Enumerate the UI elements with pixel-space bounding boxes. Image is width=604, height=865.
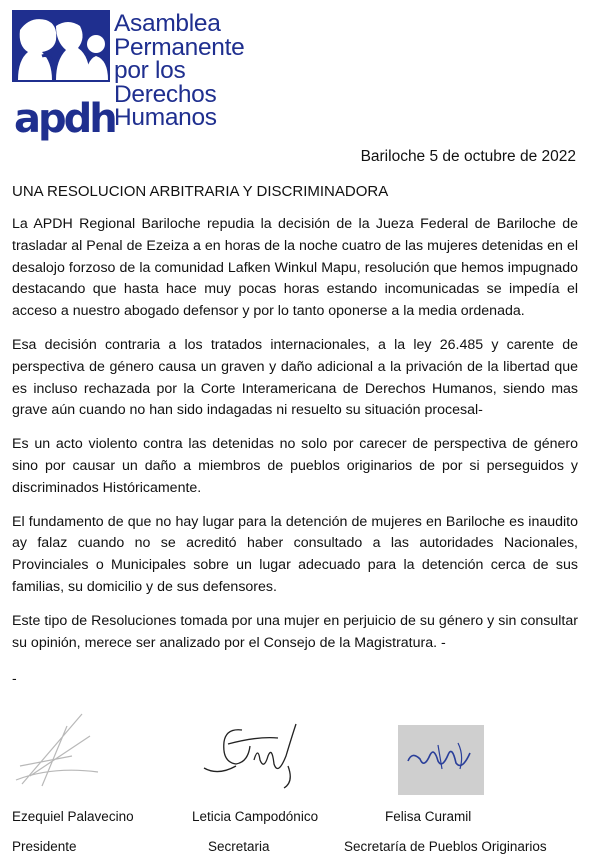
- letter-body: [12, 214, 578, 666]
- signatory-role: Secretaría de Pueblos Originarios: [344, 839, 547, 854]
- paragraph: Este tipo de Resoluciones tomada por una mujer en perjuicio de su género y sin consultar su opinión, merece ser analizado por el Consejo de la Magistratura. -: [12, 612, 578, 651]
- letter-title: UNA RESOLUCION ARBITRARIA Y DISCRIMINADORA: [12, 183, 389, 200]
- signatory-name: Leticia Campodónico: [192, 809, 319, 824]
- signatory-name: Ezequiel Palavecino: [12, 809, 134, 824]
- paragraph: El fundamento de que no hay lugar para la detención de mujeres en Bariloche es inaudito ay falaz cuando no se acreditó haber consultado a las autoridades Nacionales, Provinciales o Municipales sobre un lugar adecuado para la detención cerca de sus familias, su domicilio y de sus defensores.: [12, 513, 578, 595]
- signature-campodonico: [198, 716, 308, 792]
- signatory-name: Felisa Curamil: [385, 809, 472, 824]
- org-name-line: Humanos: [114, 104, 217, 131]
- signature-curamil: [398, 725, 484, 795]
- letter-date: Bariloche 5 de octubre de 2022: [360, 148, 576, 165]
- signatory-role: Secretaria: [208, 839, 270, 854]
- signature-stamp-image: [398, 725, 484, 795]
- trailing-mark: -: [12, 670, 17, 686]
- apdh-acronym: apdh: [14, 96, 115, 142]
- signature-scribble-icon: [198, 716, 308, 792]
- signature-palavecino: [12, 706, 112, 792]
- org-name-line: por los: [114, 57, 186, 84]
- paragraph: Es un acto violento contra las detenidas no solo por carecer de perspectiva de género sino por causar un daño a miembros de pueblos originarios de por si perseguidos y discriminados Históricamente.: [12, 436, 578, 496]
- org-name-line: Asamblea: [114, 10, 221, 37]
- signatory-role: Presidente: [12, 839, 77, 854]
- signature-scribble-icon: [12, 706, 112, 792]
- org-name: [114, 12, 244, 130]
- paragraph: Esa decisión contraria a los tratados internacionales, a la ley 26.485 y carente de perspectiva de género causa un graven y daño adicional a la privación de la libertad que es incluso rechazada por la Corte Interamericana de Derechos Humanos, siendo mas grave aún cuando no han sido indagadas ni resuelto su situación procesal-: [12, 336, 578, 419]
- paragraph: La APDH Regional Bariloche repudia la decisión de la Jueza Federal de Bariloche de trasladar al Penal de Ezeiza a en horas de la noche cuatro de las mujeres detenidas en el desalojo forzoso de la comunidad Lafken Winkul Mapu, resolución que hemos impugnado destacando que hasta hace muy pocas horas estando incomunicadas se impedía el acceso a nuestro abogado defensor y por lo tanto oponerse a la media ordenada.: [12, 216, 578, 320]
- org-name-line: Derechos: [114, 80, 217, 108]
- apdh-logo: [12, 10, 262, 142]
- org-name-line: Permanente: [114, 33, 245, 61]
